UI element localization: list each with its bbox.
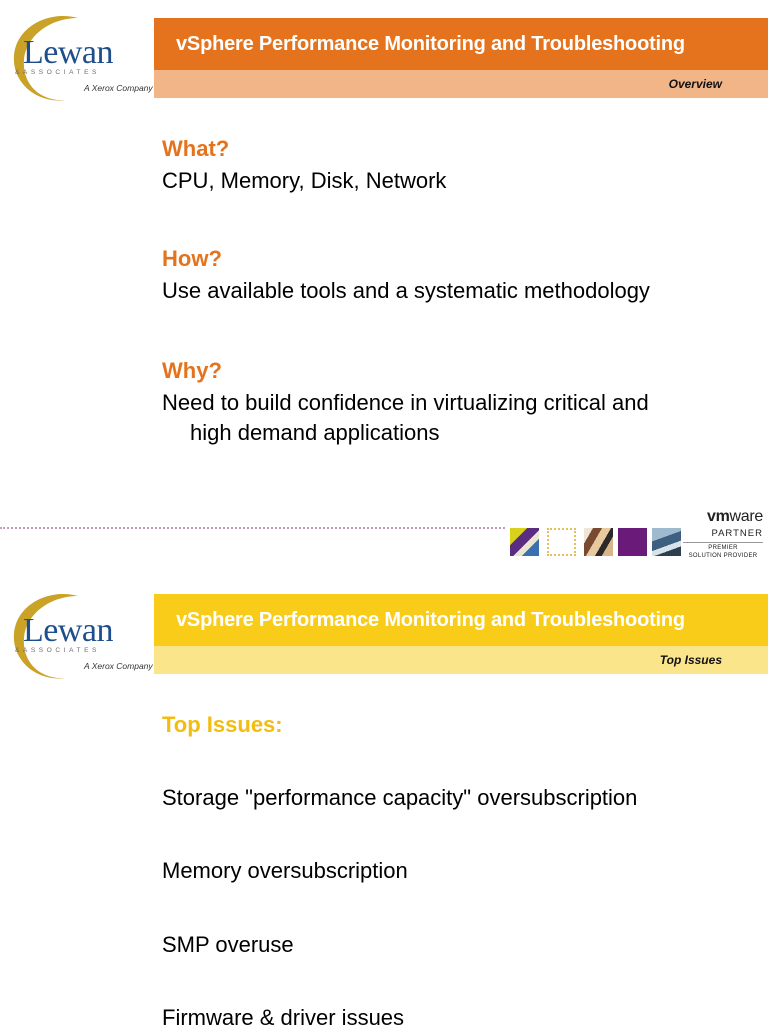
slide-subtitle-bar: Top Issues bbox=[154, 646, 768, 674]
section-why bbox=[162, 358, 748, 448]
vmware-partner-badge bbox=[683, 508, 763, 570]
logo-tagline: A Xerox Company bbox=[84, 661, 153, 671]
section-how bbox=[162, 246, 748, 306]
slide-subtitle-bar: Overview bbox=[154, 70, 768, 98]
logo-tagline: A Xerox Company bbox=[84, 83, 153, 93]
issue-item: Firmware & driver issues bbox=[162, 1005, 405, 1030]
section-line: CPU, Memory, Disk, Network bbox=[162, 168, 447, 193]
slide-title-bar: vSphere Performance Monitoring and Troubleshooting bbox=[154, 594, 768, 646]
footer-image-strip bbox=[510, 528, 680, 558]
vmware-partner-label: PARTNER bbox=[711, 528, 763, 539]
section-what bbox=[162, 136, 748, 196]
vmware-badge-divider bbox=[683, 542, 763, 543]
section-heading: Top Issues: bbox=[162, 712, 283, 737]
logo-associates: &ASSOCIATES bbox=[15, 647, 100, 654]
section-line: Need to build confidence in virtualizing critical and bbox=[162, 390, 649, 415]
section-text bbox=[162, 388, 748, 448]
vmware-logo: vmware bbox=[706, 508, 763, 525]
slide-top-issues bbox=[0, 576, 768, 1030]
top-issues-heading-block bbox=[162, 712, 748, 738]
issue-item: Memory oversubscription bbox=[162, 858, 408, 883]
footer-purple-tile bbox=[618, 528, 647, 556]
section-heading: Why? bbox=[162, 358, 222, 383]
vmware-solution-provider-label: SOLUTION PROVIDER bbox=[688, 552, 758, 559]
issue-item: SMP overuse bbox=[162, 932, 294, 957]
logo-wordmark: Lewan bbox=[23, 612, 114, 649]
section-heading: How? bbox=[162, 246, 222, 271]
section-heading: What? bbox=[162, 136, 230, 161]
footer-blank-tile bbox=[547, 528, 576, 556]
section-line-continued: high demand applications bbox=[190, 420, 440, 445]
issue-item: Storage "performance capacity" oversubscription bbox=[162, 785, 638, 810]
section-text bbox=[162, 276, 748, 306]
lewan-logo bbox=[10, 590, 153, 680]
logo-associates: &ASSOCIATES bbox=[15, 69, 100, 76]
logo-wordmark: Lewan bbox=[23, 34, 114, 71]
vmware-premier-label: PREMIER bbox=[708, 545, 738, 551]
footer-people-tile bbox=[584, 528, 613, 556]
footer-server-tile bbox=[652, 528, 681, 556]
section-text bbox=[162, 166, 748, 196]
section-line: Use available tools and a systematic methodology bbox=[162, 278, 650, 303]
slide-title-bar: vSphere Performance Monitoring and Troubleshooting bbox=[154, 18, 768, 70]
footer-divider bbox=[0, 527, 505, 529]
footer-photo-tile bbox=[510, 528, 539, 556]
lewan-logo bbox=[10, 12, 153, 102]
